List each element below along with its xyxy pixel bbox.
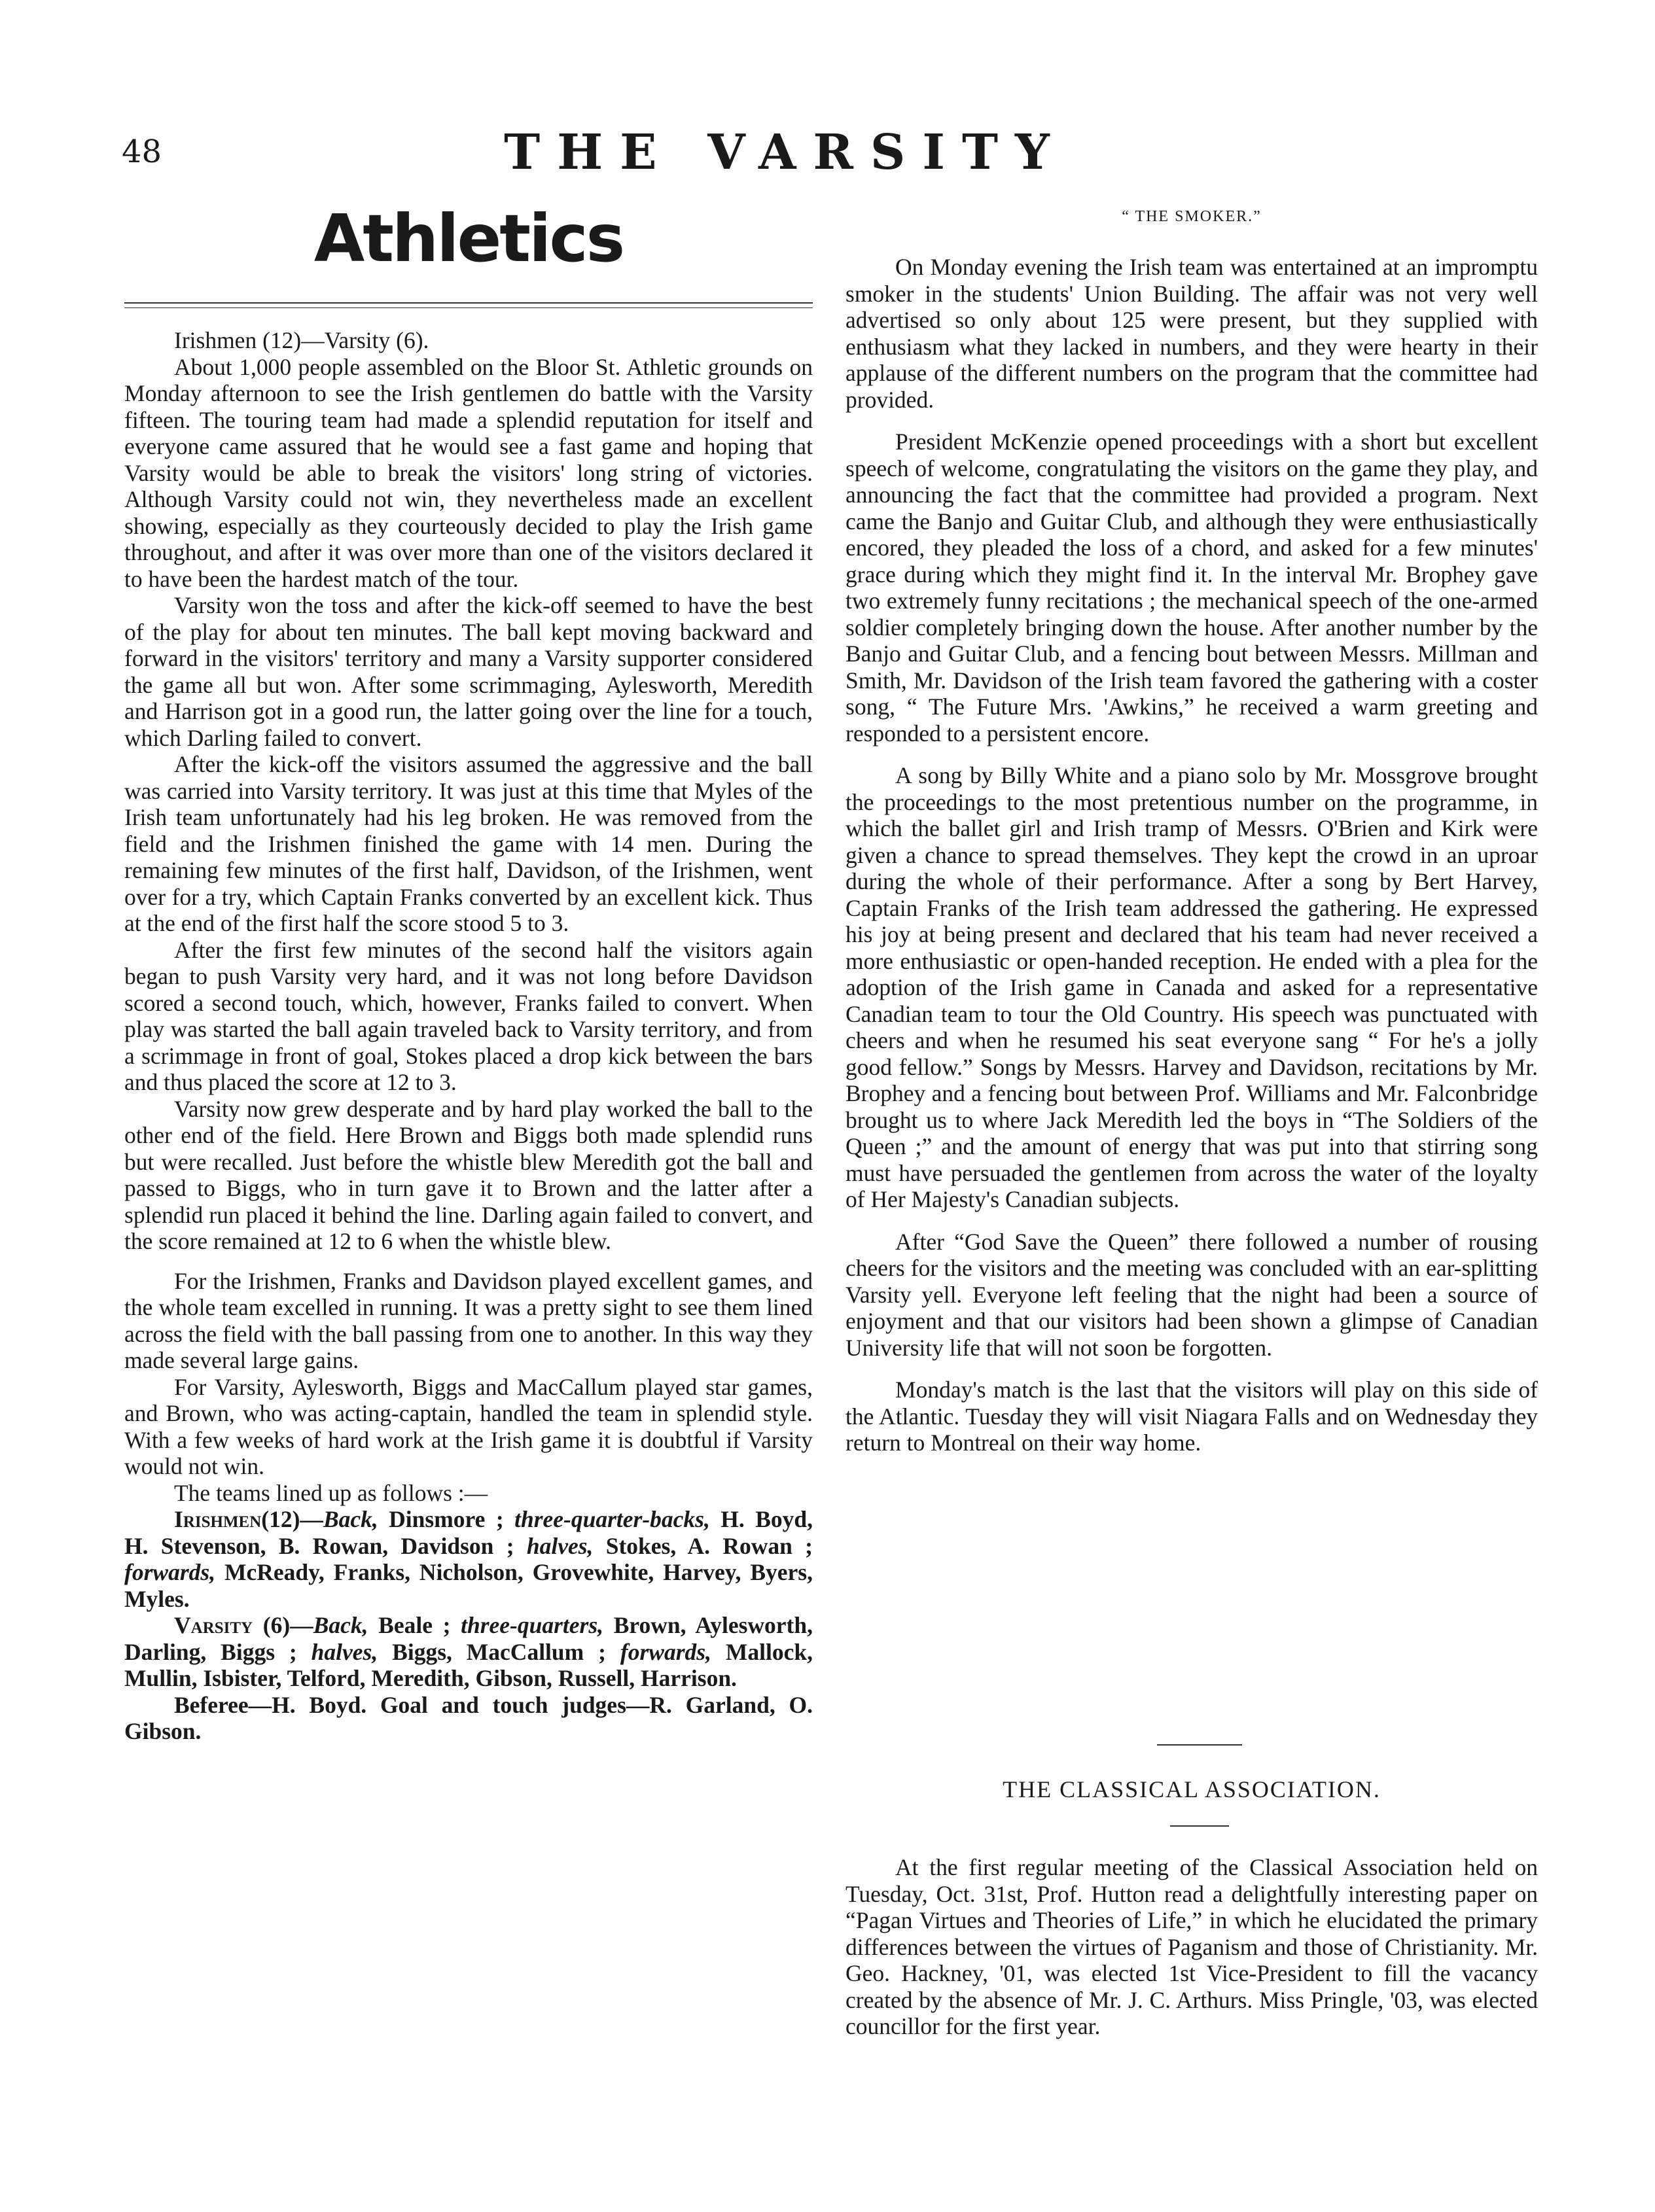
lineup-varsity: Varsity (6)—Back, Beale ; three-quarters, Brown, Aylesworth, Darling, Biggs ; halves, Biggs, MacCallum ; forwards, Mallock, Mullin, Isbister, Telford, Meredith, Gibson, Russell, Harrison. <box>124 1612 813 1691</box>
title-rule-bottom <box>124 307 813 308</box>
athletics-column <box>124 327 813 1745</box>
lineup-irishmen: Irishmen(12)—Back, Dinsmore ; three-quarter-backs, H. Boyd, H. Stevenson, B. Rowan, Davidson ; halves, Stokes, A. Rowan ; forwards, McReady, Franks, Nicholson, Grovewhite, Harvey, Byers, Myles. <box>124 1506 813 1612</box>
lineup-team-name: Irishmen <box>174 1506 262 1532</box>
smoker-paragraph: A song by Billy White and a piano solo by Mr. Mossgrove brought the proceedings to the most pretentious number on the programme, in which the ballet girl and Irish tramp of Messrs. O'Brien and Kirk were given a chance to spread themselves. They kept the crowd in an uproar during the whole of their performance. After a song by Bert Harvey, Captain Franks of the Irish team addressed the gathering. He expressed his joy at being present and declared that his team had never received a more enthusiastic or open-handed reception. He ended with a plea for the adoption of the Irish game in Canada and asked for a representative Canadian team to tour the Old Country. His speech was punctuated with cheers and when he resumed his seat everyone sang “ For he's a jolly good fellow.” Songs by Messrs. Harvey and Davidson, recitations by Mr. Brophey and a fencing bout between Prof. Williams and Mr. Falconbridge brought us to where Jack Meredith led the boys in “The Soldiers of the Queen ;” and the amount of energy that was put into that stirring song must have persuaded the gentlemen from across the water of the loyalty of Her Majesty's Canadian subjects. <box>845 762 1538 1212</box>
classical-paragraph: At the first regular meeting of the Classical Association held on Tuesday, Oct. 31st, Prof. Hutton read a delightfully interesting paper on “Pagan Virtues and Theories of Life,” in which he elucidated the primary differences between the virtues of Paganism and those of Christianity. Mr. Geo. Hackney, '01, was elected 1st Vice-President to fill the vacancy created by the absence of Mr. J. C. Arthurs. Miss Pringle, '03, was elected councillor for the first year. <box>845 1854 1538 2039</box>
smoker-paragraph: After “God Save the Queen” there followed a number of rousing cheers for the visitors and the meeting was concluded with an ear-splitting Varsity yell. Everyone left feeling that the night had been a source of enjoyment and that our visitors had been shown a glimpse of Canadian University life that will not soon be forgotten. <box>845 1228 1538 1361</box>
lineup-team-name: Varsity <box>174 1612 253 1638</box>
page-number: 48 <box>122 133 162 170</box>
title-rule-top <box>124 302 813 304</box>
athletics-paragraph: For Varsity, Aylesworth, Biggs and MacCallum played star games, and Brown, who was acting-captain, handled the team in splendid style. With a few weeks of hard work at the Irish game it is doubtful if Varsity would not win. <box>124 1373 813 1479</box>
smoker-column <box>845 254 1538 1456</box>
smoker-paragraph: Monday's match is the last that the visitors will play on this side of the Atlantic. Tuesday they will visit Niagara Falls and on Wednesday they return to Montreal on their way home. <box>845 1377 1538 1456</box>
athletics-paragraph: After the first few minutes of the second half the visitors again began to push Varsity very hard, and it was not long before Davidson scored a second touch, which, however, Franks failed to convert. When play was started the ball again traveled back to Varsity territory, and from a scrimmage in front of goal, Stokes placed a drop kick between the bars and thus placed the score at 12 to 3. <box>124 936 813 1095</box>
section-divider <box>1170 1825 1229 1827</box>
smoker-paragraph: On Monday evening the Irish team was entertained at an impromptu smoker in the students' Union Building. The affair was not very well advertised so only about 125 were present, but they supplied with enthusiasm what they lacked in numbers, and they were hearty in their applause of the different numbers on the program that the committee had provided. <box>845 254 1538 413</box>
masthead: THE VARSITY <box>504 124 1067 181</box>
athletics-paragraph: About 1,000 people assembled on the Bloor St. Athletic grounds on Monday afternoon to see the Irish gentlemen do battle with the Varsity fifteen. The touring team had made a splendid reputation for itself and everyone came assured that he would see a fast game and hoping that Varsity would be able to break the visitors' long string of victories. Although Varsity could not win, they nevertheless made an excellent showing, especially as they courteously decided to play the Irish game throughout, and after it was over more than one of the visitors declared it to have been the hardest match of the tour. <box>124 353 813 592</box>
match-heading: Irishmen (12)—Varsity (6). <box>174 327 429 353</box>
athletics-paragraph: Varsity now grew desperate and by hard play worked the ball to the other end of the field. Here Brown and Biggs both made splendid runs but were recalled. Just before the whistle blew Meredith got the ball and passed to Biggs, who in turn gave it to Brown and the latter after a splendid run placed it behind the line. Darling again failed to convert, and the score remained at 12 to 6 when the whistle blew. <box>124 1095 813 1254</box>
match-officials: Beferee—H. Boyd. Goal and touch judges—R. Garland, O. Gibson. <box>124 1691 813 1744</box>
classical-column <box>845 1854 1538 2040</box>
athletics-paragraph: The teams lined up as follows :— <box>174 1479 488 1506</box>
smoker-paragraph: President McKenzie opened proceedings with a short but excellent speech of welcome, congratulating the visitors on the game they play, and announcing the fact that the committee had provided a program. Next came the Banjo and Guitar Club, and although they were enthusiastically encored, they pleaded the loss of a chord, and asked for a few minutes' grace during which they might find it. In the interval Mr. Brophey gave two extremely funny recitations ; the mechanical speech of the one-armed soldier completely bringing down the house. After another number by the Banjo and Guitar Club, and a fencing bout between Messrs. Millman and Smith, Mr. Davidson of the Irish team favored the gathering with a coster song, “ The Future Mrs. 'Awkins,” he received a warm greeting and responded to a persistent encore. <box>845 429 1538 746</box>
athletics-paragraph: After the kick-off the visitors assumed the aggressive and the ball was carried into Varsity territory. It was just at this time that Myles of the Irish team unfortunately had his leg broken. He was removed from the field and the Irishmen finished the game with 14 men. During the remaining few minutes of the first half, Davidson, of the Irishmen, went over for a try, which Captain Franks converted by an excellent kick. Thus at the end of the first half the score stood 5 to 3. <box>124 751 813 936</box>
smoker-heading: “ THE SMOKER.” <box>1122 208 1262 225</box>
athletics-paragraph: Varsity won the toss and after the kick-off seemed to have the best of the play for about ten minutes. The ball kept moving backward and forward in the visitors' territory and many a Varsity supporter considered the game all but won. After some scrimmaging, Aylesworth, Meredith and Harrison got in a good run, the latter going over the line for a touch, which Darling failed to convert. <box>124 592 813 751</box>
classical-heading: THE CLASSICAL ASSOCIATION. <box>1003 1776 1381 1802</box>
section-divider <box>1157 1744 1242 1746</box>
athletics-paragraph: For the Irishmen, Franks and Davidson played excellent games, and the whole team excelled in running. It was a pretty sight to see them lined across the field with the ball passing from one to another. In this way they made several large gains. <box>124 1267 813 1373</box>
section-title-athletics: Athletics <box>313 200 624 277</box>
